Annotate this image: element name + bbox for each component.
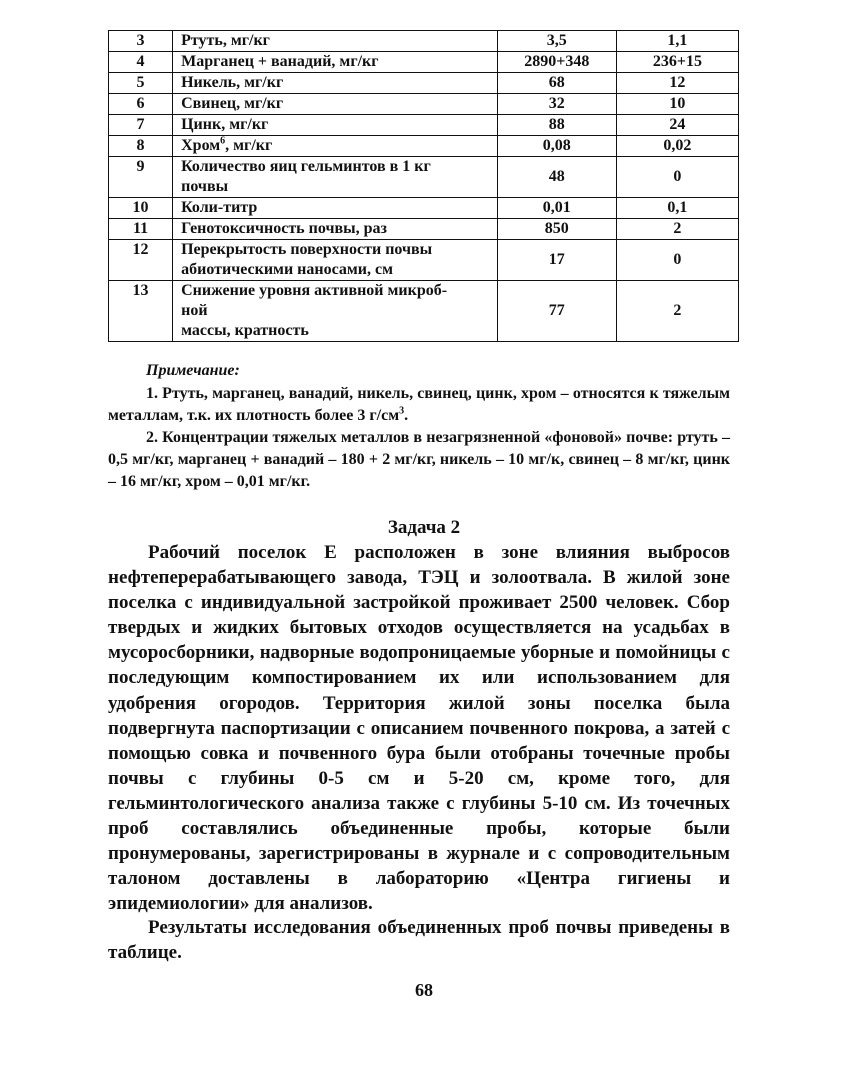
indicator-name-line: почвы bbox=[181, 178, 229, 195]
value-control: 236+15 bbox=[616, 52, 738, 73]
indicator-name: Цинк, мг/кг bbox=[173, 115, 498, 136]
indicator-name: Генотоксичность почвы, раз bbox=[173, 219, 498, 240]
note-title: Примечание: bbox=[146, 362, 240, 379]
task-paragraph: Результаты исследования объединенных проб почвы приведены в таблице. bbox=[108, 917, 730, 964]
indicator-name bbox=[173, 240, 498, 281]
note-item-1-text: 1. Ртуть, марганец, ванадий, никель, свинец, цинк, хром – относятся к тяжелым металлам, т.к. их плотность более 3 г/см bbox=[108, 385, 730, 424]
value-control: 0 bbox=[616, 157, 738, 198]
row-number: 7 bbox=[109, 115, 173, 136]
value-sample: 2890+348 bbox=[497, 52, 616, 73]
value-sample: 88 bbox=[497, 115, 616, 136]
value-sample: 0,08 bbox=[497, 136, 616, 157]
indicator-name-line: Снижение уровня активной микроб- bbox=[181, 282, 448, 299]
note-item-2: 2. Концентрации тяжелых металлов в незагрязненной «фоновой» почве: ртуть – 0,5 мг/кг, марганец + ванадий – 180 + 2 мг/кг, никель – 10 мг/к, свинец – 8 мг/кг, цинк – 16 мг/кг, хром – 0,01 мг/кг. bbox=[108, 429, 730, 490]
table-row bbox=[109, 52, 739, 73]
indicator-name-text: Хром bbox=[181, 137, 221, 154]
value-control: 10 bbox=[616, 94, 738, 115]
indicator-name-line: Количество яиц гельминтов в 1 кг bbox=[181, 158, 431, 175]
value-sample: 850 bbox=[497, 219, 616, 240]
indicator-name-line: Перекрытость поверхности почвы bbox=[181, 241, 433, 258]
table-row bbox=[109, 157, 739, 198]
indicator-name-line: ной bbox=[181, 302, 208, 319]
row-number: 13 bbox=[109, 281, 173, 342]
indicator-name: Марганец + ванадий, мг/кг bbox=[173, 52, 498, 73]
value-sample: 68 bbox=[497, 73, 616, 94]
value-control: 12 bbox=[616, 73, 738, 94]
value-sample: 0,01 bbox=[497, 198, 616, 219]
indicator-name: Коли-титр bbox=[173, 198, 498, 219]
indicator-name: Свинец, мг/кг bbox=[173, 94, 498, 115]
value-sample: 48 bbox=[497, 157, 616, 198]
superscript: 6 bbox=[220, 135, 226, 147]
value-sample: 17 bbox=[497, 240, 616, 281]
table-row bbox=[109, 136, 739, 157]
row-number: 5 bbox=[109, 73, 173, 94]
value-sample: 77 bbox=[497, 281, 616, 342]
value-control: 24 bbox=[616, 115, 738, 136]
value-control: 2 bbox=[616, 219, 738, 240]
indicator-name: Никель, мг/кг bbox=[173, 73, 498, 94]
value-control: 2 bbox=[616, 281, 738, 342]
value-control: 0 bbox=[616, 240, 738, 281]
indicator-name: Ртуть, мг/кг bbox=[173, 31, 498, 52]
table-row bbox=[109, 240, 739, 281]
indicator-name-line: абиотическими наносами, см bbox=[181, 261, 394, 278]
value-sample: 3,5 bbox=[497, 31, 616, 52]
table-row bbox=[109, 219, 739, 240]
row-number: 11 bbox=[109, 219, 173, 240]
indicator-name-unit: , мг/кг bbox=[225, 137, 273, 154]
value-control: 0,1 bbox=[616, 198, 738, 219]
row-number: 6 bbox=[109, 94, 173, 115]
value-control: 0,02 bbox=[616, 136, 738, 157]
table-row bbox=[109, 198, 739, 219]
value-sample: 32 bbox=[497, 94, 616, 115]
indicator-name bbox=[173, 136, 498, 157]
table-row bbox=[109, 94, 739, 115]
row-number: 4 bbox=[109, 52, 173, 73]
row-number: 3 bbox=[109, 31, 173, 52]
table-row bbox=[109, 73, 739, 94]
indicator-name bbox=[173, 157, 498, 198]
task-paragraph: Рабочий поселок Е расположен в зоне влияния выбросов нефтеперерабатывающего завода, ТЭЦ и золоотвала. В жилой зоне поселка с индивидуальной застройкой проживает 2500 человек. Сбор твердых и жидких бытовых отходов осуществляется на усадьбах в мусоросборники, надворные водопроницаемые уборные и помойницы с последующим компостированием их или использованием для удобрения огородов. Территория жилой зоны поселка была подвергнута паспортизации с описанием почвенного покрова, а затей с помощью совка и почвенного бура были отобраны точечные пробы почвы с глубины 0-5 см и 5-20 см, кроме того, для гельминтологического анализа также с глубины 5-10 см. Из точечных проб составлялись объединенные пробы, которые были пронумерованы, зарегистрированы в журнале и с сопроводительным талоном доставлены в лабораторию «Центра гигиены и эпидемиологии» для анализов. bbox=[108, 542, 730, 915]
value-control: 1,1 bbox=[616, 31, 738, 52]
note-item-1 bbox=[108, 383, 730, 427]
indicator-name bbox=[173, 281, 498, 342]
task-title: Задача 2 bbox=[387, 517, 461, 538]
row-number: 12 bbox=[109, 240, 173, 281]
row-number: 8 bbox=[109, 136, 173, 157]
row-number: 10 bbox=[109, 198, 173, 219]
note-item-1-end: . bbox=[404, 407, 409, 424]
superscript: 3 bbox=[399, 405, 405, 417]
table-row bbox=[109, 281, 739, 342]
page-number: 68 bbox=[415, 980, 433, 1000]
indicator-name-line: массы, кратность bbox=[181, 322, 309, 339]
soil-results-table bbox=[108, 30, 739, 342]
table-row bbox=[109, 115, 739, 136]
row-number: 9 bbox=[109, 157, 173, 198]
table-row bbox=[109, 31, 739, 52]
